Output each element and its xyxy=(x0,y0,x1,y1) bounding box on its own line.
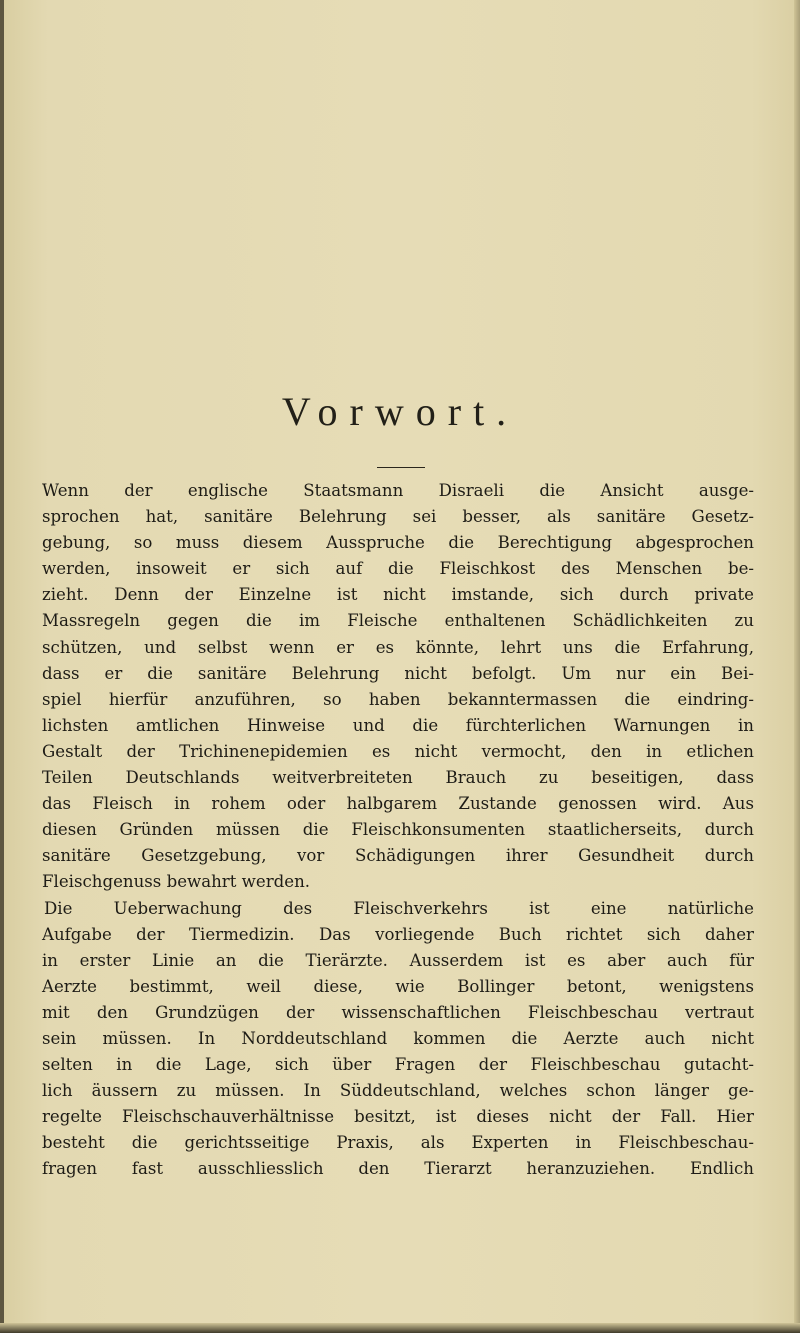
text-line: mit den Grundzügen der wissenschaftlichen Fleischbeschau vertraut xyxy=(42,1002,754,1022)
text-line: diesen Gründen müssen die Fleischkonsumenten staatlicherseits, durch xyxy=(42,820,754,840)
text-line: besteht die gerichtsseitige Praxis, als Experten in Fleischbeschau- xyxy=(42,1133,754,1153)
text-line: das Fleisch in rohem oder halbgarem Zustande genossen wird. Aus xyxy=(42,794,754,814)
text-line: sanitäre Gesetzgebung, vor Schädigungen ihrer Gesundheit durch xyxy=(42,846,754,866)
title-divider xyxy=(377,467,425,468)
text-line: werden, insoweit er sich auf die Fleischkost des Menschen be- xyxy=(42,559,754,579)
text-line: in erster Linie an die Tierärzte. Ausserdem ist es aber auch für xyxy=(42,950,754,970)
text-line: dass er die sanitäre Belehrung nicht befolgt. Um nur ein Bei- xyxy=(42,663,754,683)
text-line: lich äussern zu müssen. In Süddeutschland, welches schon länger ge- xyxy=(42,1081,754,1101)
text-line: Massregeln gegen die im Fleische enthaltenen Schädlichkeiten zu xyxy=(42,611,754,631)
page-bottom-edge xyxy=(0,1323,800,1333)
text-line: Aufgabe der Tiermedizin. Das vorliegende Buch richtet sich daher xyxy=(42,924,754,944)
text-line: Wenn der englische Staatsmann Disraeli die Ansicht ausge- xyxy=(42,481,754,500)
text-line: Teilen Deutschlands weitverbreiteten Brauch zu beseitigen, dass xyxy=(42,768,754,788)
text-line: fragen fast ausschliesslich den Tierarzt heranzuziehen. Endlich xyxy=(42,1159,754,1179)
text-line: regelte Fleischschauverhältnisse besitzt, ist dieses nicht der Fall. Hier xyxy=(42,1107,754,1127)
text-line: zieht. Denn der Einzelne ist nicht imstande, sich durch private xyxy=(42,585,754,605)
text-line: schützen, und selbst wenn er es könnte, lehrt uns die Erfahrung, xyxy=(42,637,754,657)
text-line: selten in die Lage, sich über Fragen der Fleischbeschau gutacht- xyxy=(42,1055,754,1075)
text-line: Fleischgenuss bewahrt werden. xyxy=(42,872,311,892)
page-right-edge xyxy=(794,0,800,1333)
text-line: Aerzte bestimmt, weil diese, wie Bollinger betont, wenigstens xyxy=(42,976,754,996)
text-line: lichsten amtlichen Hinweise und die fürchterlichen Warnungen in xyxy=(42,715,754,735)
text-line: gebung, so muss diesem Ausspruche die Berechtigung abgesprochen xyxy=(42,533,754,553)
text-line: sprochen hat, sanitäre Belehrung sei besser, als sanitäre Gesetz- xyxy=(42,507,754,527)
page-title: Vorwort. xyxy=(281,389,519,434)
text-line: spiel hierfür anzuführen, so haben bekanntermassen die eindring- xyxy=(42,689,754,709)
text-line: Gestalt der Trichinenepidemien es nicht vermocht, den in etlichen xyxy=(42,741,754,761)
body-text xyxy=(42,478,754,1183)
page-left-edge xyxy=(0,0,4,1333)
text-line: Die Ueberwachung des Fleischverkehrs ist eine natürliche xyxy=(44,898,754,918)
text-line: sein müssen. In Norddeutschland kommen die Aerzte auch nicht xyxy=(42,1028,754,1048)
